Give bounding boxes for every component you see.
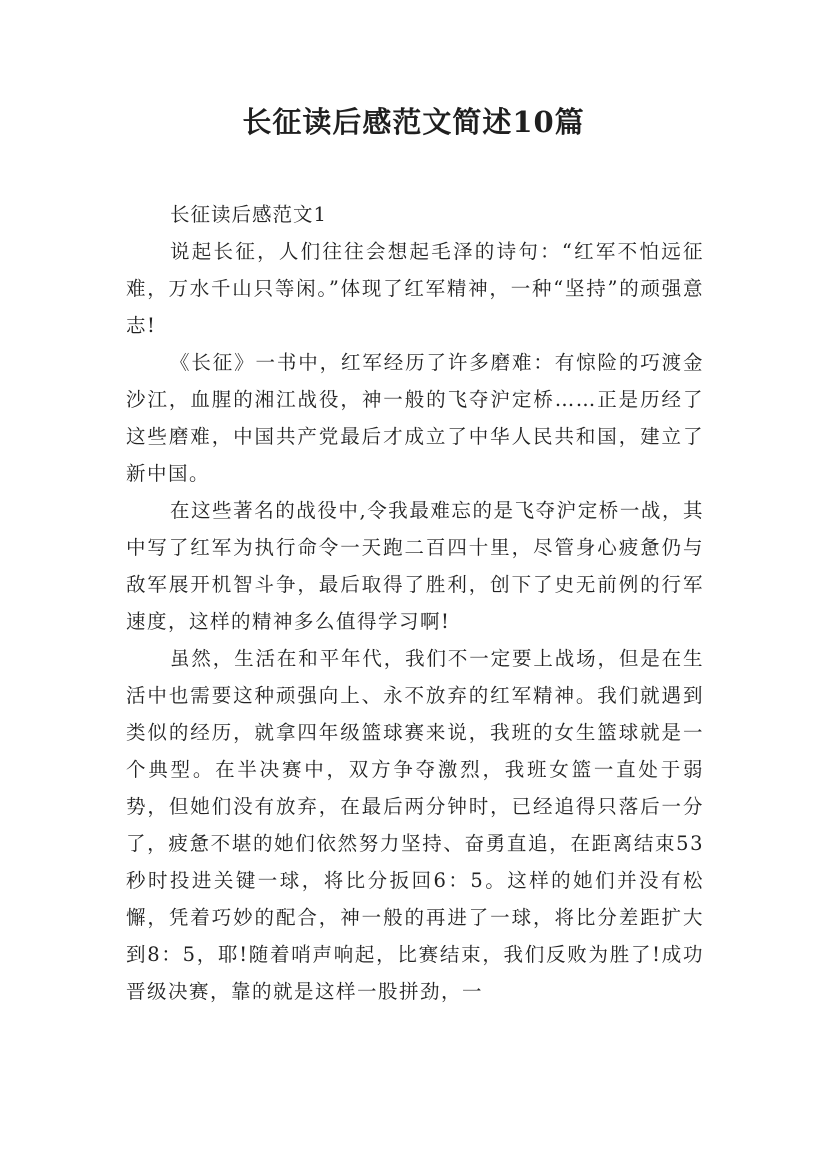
paragraph-4: 虽然，生活在和平年代，我们不一定要上战场，但是在生活中也需要这种顽强向上、永不放弃的红军精神。我们就遇到类似的经历，就拿四年级篮球赛来说，我班的女生篮球就是一个典型。在半决赛中，双方争夺激烈，我班女篮一直处于弱势，但她们没有放弃，在最后两分钟时，已经追得只落后一分了，疲惫不堪的她们依然努力坚持、奋勇直追，在距离结束53秒时投进关键一球，将比分扳回6：5。这样的她们并没有松懈，凭着巧妙的配合，神一般的再进了一球，将比分差距扩大到8：5，耶!随着哨声响起，比赛结束，我们反败为胜了!成功晋级决赛，靠的就是这样一股拼劲，一	[126, 647, 704, 1003]
section-heading: 长征读后感范文1	[170, 203, 327, 226]
paragraph-2: 《长征》一书中，红军经历了许多磨难：有惊险的巧渡金沙江，血腥的湘江战役，神一般的飞夺沪定桥……正是历经了这些磨难，中国共产党最后才成立了中华人民共和国，建立了新中国。	[126, 351, 704, 485]
document-body	[126, 196, 704, 1010]
document-title: 长征读后感范文简述10篇	[242, 105, 585, 139]
paragraph-1: 说起长征，人们往往会想起毛泽的诗句：“红军不怕远征难，万水千山只等闲。”体现了红军精神，一种“坚持”的顽强意志!	[126, 240, 704, 337]
paragraph-3: 在这些著名的战役中,令我最难忘的是飞夺沪定桥一战，其中写了红军为执行命令一天跑二百四十里，尽管身心疲惫仍与敌军展开机智斗争，最后取得了胜利，创下了史无前例的行军速度，这样的精神多么值得学习啊!	[126, 499, 704, 633]
